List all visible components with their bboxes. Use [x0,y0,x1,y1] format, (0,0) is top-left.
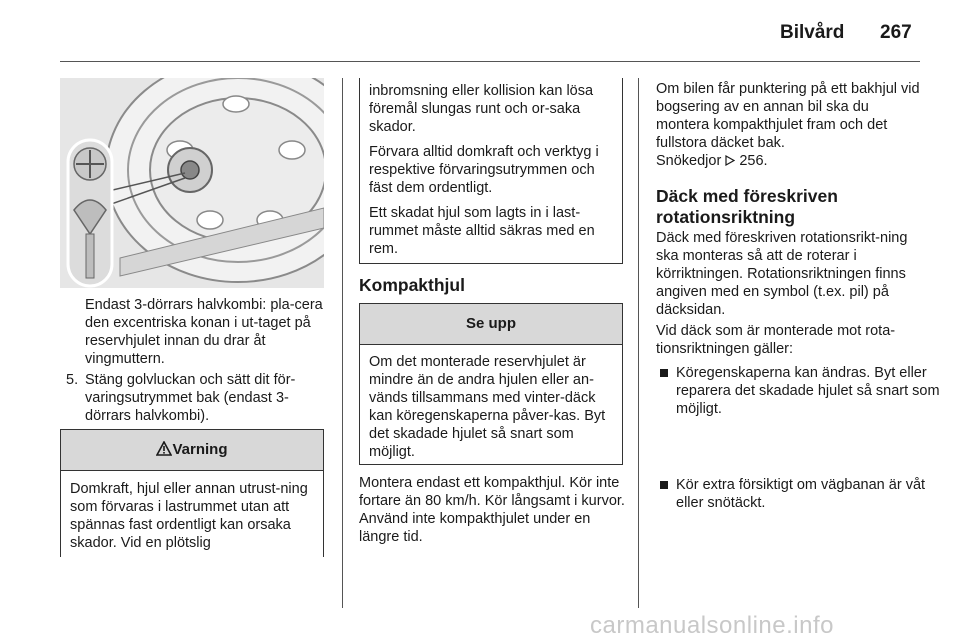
warning-text: Förvara alltid domkraft och verktyg i respektive förvaringsutrymmen och fäst dem ordentligt. [369,144,599,196]
watermark: carmanualsonline.info [590,612,834,639]
list-item [658,476,942,512]
caution-title: Se upp [360,304,622,345]
section-heading: Kompakthjul [359,275,465,295]
reference-label: Snökedjor [656,153,722,169]
ref-arrow-icon [725,155,735,166]
paragraph: Endast 3-dörrars halvkombi: pla-cera den excentriska konan i ut-taget på reservhjulet innan du drar åt vingmuttern. [85,297,323,367]
snow-chains-reference [656,152,924,170]
spare-wheel-illustration [60,78,324,288]
list-item [658,364,942,418]
warning-box [60,429,324,557]
warning-text: inbromsning eller kollision kan lösa föremål slungas runt och or-saka skador. [369,83,594,135]
warning-text: Domkraft, hjul eller annan utrust-ning som förvaras i lastrummet utan att spännas fast ordentligt kan orsaka skador. Vid en plötslig [70,481,308,551]
page-number: 267 [880,22,912,43]
column-divider [638,78,639,608]
bullet-square-icon [660,369,668,377]
list-number: 5. [66,372,79,388]
bullet-square-icon [660,481,668,489]
warning-text: Ett skadat hjul som lagts in i last-rummet måste alltid säkras med en rem. [369,205,595,257]
reference-page[interactable]: 256. [739,153,768,169]
list-item-text: Kör extra försiktigt om vägbanan är våt eller snötäckt. [676,477,926,511]
header-rule [60,61,920,62]
caution-text: Om det monterade reservhjulet är mindre än de andra hjulen eller an-vänds tillsammans med vinter-däck kan köregenskaperna påver-kas. Byt det skadade hjulet så snart som möjligt. [369,354,606,460]
section-heading: Däck med föreskriven rotationsriktning [656,186,838,227]
paragraph: Om bilen får punktering på ett bakhjul vid bogsering av en annan bil ska du montera kompakthjulet fram och det fullstora däcket bak. [656,81,920,151]
warning-title: Varning [172,441,228,458]
paragraph: Däck med föreskriven rotationsrikt-ning ska monteras så att de roterar i körriktningen. Rotationsriktningen finns angiven med en symbol (t.ex. pil) på däcksidan. [656,230,908,318]
column-divider [342,78,343,608]
warning-triangle-icon [156,441,172,456]
list-item: Stäng golvluckan och sätt dit för-varingsutrymmet bak (endast 3-dörrars halvkombi). [85,372,296,424]
warning-box-continued [359,78,623,264]
list-item-text: Köregenskaperna kan ändras. Byt eller reparera det skadade hjulet så snart som möjligt. [676,365,940,417]
paragraph: Montera endast ett kompakthjul. Kör inte fortare än 80 km/h. Kör långsamt i kurvor. Använd inte kompakthjulet under en längre tid. [359,475,625,545]
caution-box [359,303,623,465]
spare-wheel-drawing [60,78,324,288]
warning-header [61,430,323,471]
paragraph: Vid däck som är monterade mot rota-tionsriktningen gäller: [656,323,896,357]
header-title: Bilvård [780,22,845,43]
